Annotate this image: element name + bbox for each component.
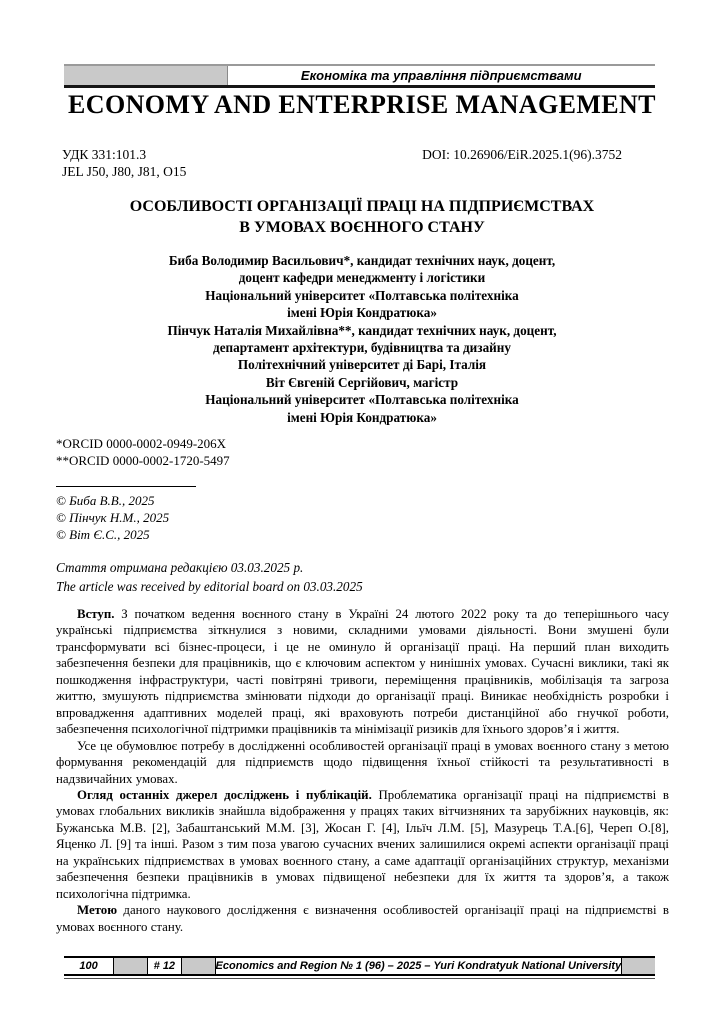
article-title-line-1: ОСОБЛИВОСТІ ОРГАНІЗАЦІЇ ПРАЦІ НА ПІДПРИЄМСТВАХ [129, 198, 595, 215]
copyright-line: © Віт Є.С., 2025 [56, 527, 150, 542]
author-line: департамент архітектури, будівництва та дизайну [213, 340, 511, 356]
article-title [40, 196, 684, 238]
copyright-separator-line [56, 486, 196, 487]
body-paragraph [56, 738, 669, 787]
received-block [56, 558, 363, 596]
copyright-line: © Биба В.В., 2025 [56, 493, 155, 508]
paragraph-lead: Вступ. [77, 607, 115, 621]
paragraph-text: Усе це обумовлює потребу в дослідженні особливостей організації праці в умовах воєнного стану з метою формування рекомендацій для підприємств щодо підвищення їхньої стійкості та результативності в надзвичайних умовах. [56, 738, 669, 786]
orcid-line: *ORCID 0000-0002-0949-206X [56, 436, 227, 451]
article-body [56, 606, 669, 935]
author-line: імені Юрія Кондратюка» [287, 305, 437, 321]
udk-jel-block [62, 146, 186, 180]
paragraph-text: Проблематика організації праці на підприємстві в умовах глобальних викликів знайшла відображення у працях таких вітчизняних та зарубіжних науковців, як: Бужанська М.В. [2], Забаштанський М.М. [3], Жосан Г. [4], Ільїч Л.М. [5], Мазурець Т.А.[6], Череп О.[8], Яценко Л. [9] та інші. Разом з тим поза увагою сучасних вчених залишилися окремі аспекти організації праці на українських підприємствах в умовах воєнного стану, а саме адаптації організаційних структур, механізми забезпечення безпеки працівників в умовах підвищеної небезпеки для їх життя та здоров’я, а також психологічна підтримка. [56, 787, 669, 901]
author-line: Національний університет «Полтавська політехніка [205, 392, 519, 408]
rubric-band-gray-cell [64, 66, 228, 85]
orcid-line: **ORCID 0000-0002-1720-5497 [56, 452, 230, 468]
paragraph-text: З початком ведення воєнного стану в Україні 24 лютого 2022 року та до теперішнього часу українські підприємства зіткнулися з новими, складними умовами діяльності. Вони змушені були трансформувати всі бізнес-процеси, і це не оминуло й організації праці. На перший план виходить забезпечення безпеки для працівників, що є ключовим аспектом у нинішніх умовах. Сучасні виклики, такі як пошкодження інфраструктури, часті повітряні тривоги, переміщення працівників, мобілізація та загроза життю, змушують підприємства змінювати підходи до організації праці. Виникає необхідність розробки і впровадження адаптивних моделей праці, які враховують потреби дистанційної або гнучкої роботи, забезпечення психологічної підтримки працівників та мінімізації ризиків для їхнього здоров’я і життя. [56, 607, 669, 737]
authors-block [40, 252, 684, 426]
footer-page-number: 100 [64, 958, 114, 974]
body-paragraph [56, 787, 669, 902]
article-title-line-2: В УМОВАХ ВОЄННОГО СТАНУ [239, 219, 485, 236]
paragraph-text: даного наукового дослідження є визначення особливостей організації праці на підприємстві в умовах воєнного стану. [56, 903, 669, 934]
body-paragraph [56, 902, 669, 935]
copyright-line: © Пінчук Н.М., 2025 [56, 510, 170, 525]
footer-gray-cell [114, 958, 148, 974]
copyright-block [56, 492, 169, 543]
footer-gray-cell [182, 958, 216, 974]
rubric-band [64, 64, 655, 88]
jel-codes: JEL J50, J80, J81, O15 [62, 164, 187, 179]
author-line: Національний університет «Полтавська політехніка [205, 287, 519, 303]
received-line-ua: Стаття отримана редакцією 03.03.2025 р. [56, 560, 304, 575]
paragraph-lead: Огляд останніх джерел досліджень і публікацій. [77, 787, 372, 802]
article-meta [62, 146, 622, 180]
author-line: імені Юрія Кондратюка» [287, 409, 437, 425]
section-heading-en: ECONOMY AND ENTERPRISE MANAGEMENT [68, 90, 656, 119]
author-line: Віт Євгеній Сергійович, магістр [265, 374, 459, 390]
udk-code: УДК 331:101.3 [62, 147, 147, 162]
paragraph-lead: Метою [77, 903, 118, 918]
author-line: Пінчук Наталія Михайлівна**, кандидат технічних наук, доцент, [167, 322, 557, 338]
body-paragraph [56, 606, 669, 738]
received-line-en: The article was received by editorial board on 03.03.2025 [56, 579, 363, 594]
footer-underline [64, 978, 655, 979]
footer-issue-number: # 12 [148, 958, 182, 974]
author-line: Биба Володимир Васильович*, кандидат технічних наук, доцент, [168, 253, 556, 268]
footer-journal-line: Economics and Region № 1 (96) – 2025 – Yuri Kondratyuk National University [215, 960, 622, 972]
footer-gray-cell [622, 958, 655, 974]
footer-band [64, 956, 655, 976]
author-line: доцент кафедри менеджменту і логістики [238, 270, 486, 286]
doi: DOI: 10.26906/EiR.2025.1(96).3752 [422, 147, 622, 162]
orcid-block [56, 436, 230, 469]
page-footer [64, 956, 655, 979]
author-line: Політехнічний університет ді Барі, Італія [237, 357, 487, 373]
rubric-section-title: Економіка та управління підприємствами [300, 68, 582, 83]
